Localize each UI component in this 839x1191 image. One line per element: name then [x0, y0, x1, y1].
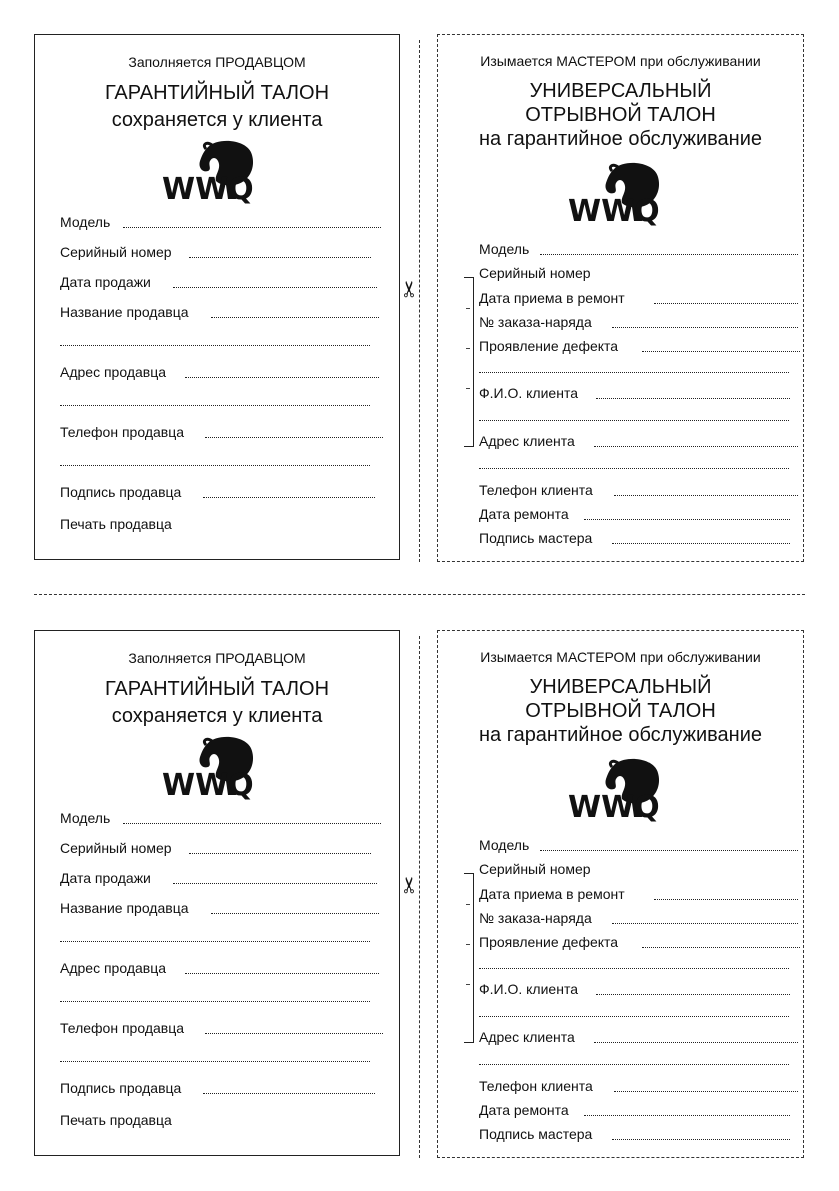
master-card-title-2: ОТРЫВНОЙ ТАЛОН [525, 104, 716, 126]
master-field-repair-done-label: Дата ремонта [479, 1102, 569, 1118]
seller-card-subtitle: сохраняется у клиента [111, 109, 323, 131]
master-field-order-label: № заказа-наряда [479, 314, 592, 330]
master-field-client-address-label: Адрес клиента [479, 433, 575, 449]
field-serial-line[interactable] [189, 257, 371, 258]
master-field-client-phone-label: Телефон клиента [479, 482, 593, 498]
master-field-defect-line-2[interactable] [479, 968, 789, 969]
master-field-client-name-label: Ф.И.О. клиента [479, 385, 578, 401]
elephant-logo-icon [162, 735, 258, 801]
field-sale-date-label: Дата продажи [60, 274, 151, 290]
scissors-icon: ✂ [397, 875, 423, 895]
master-field-client-phone-label: Телефон клиента [479, 1078, 593, 1094]
horizontal-cut-line [34, 594, 805, 595]
field-seller-name-label: Название продавца [60, 304, 189, 320]
field-seller-signature-line[interactable] [203, 1093, 375, 1094]
field-sale-date-label: Дата продажи [60, 870, 151, 886]
scissors-icon: ✂ [397, 279, 423, 299]
master-field-serial-label: Серийный номер [479, 861, 591, 877]
field-seller-name-label: Название продавца [60, 900, 189, 916]
master-field-signature-line[interactable] [612, 1139, 790, 1140]
seller-card-header: Заполняется ПРОДАВЦОМ [128, 650, 306, 666]
master-field-client-address-line-2[interactable] [479, 468, 789, 469]
master-field-order-line[interactable] [612, 923, 798, 924]
field-sale-date-line[interactable] [173, 287, 377, 288]
elephant-logo-icon [568, 757, 664, 823]
master-field-model-line[interactable] [540, 850, 798, 851]
master-field-client-name-line-2[interactable] [479, 420, 789, 421]
field-seller-signature-label: Подпись продавца [60, 1080, 182, 1096]
master-field-client-address-line[interactable] [594, 446, 798, 447]
master-field-client-phone-line[interactable] [614, 1091, 798, 1092]
field-serial-label: Серийный номер [60, 244, 172, 260]
stamp-strip [464, 873, 474, 1043]
master-field-model-label: Модель [479, 241, 530, 257]
field-seller-signature-label: Подпись продавца [60, 484, 182, 500]
master-field-model-label: Модель [479, 837, 530, 853]
field-model-label: Модель [60, 214, 111, 230]
master-field-client-name-line[interactable] [596, 398, 790, 399]
master-field-client-address-line[interactable] [594, 1042, 798, 1043]
vertical-cut-line [419, 636, 420, 1158]
warranty-block-2 [0, 596, 839, 1156]
seller-card-title: ГАРАНТИЙНЫЙ ТАЛОН [104, 678, 330, 700]
field-seller-name-line[interactable] [211, 913, 379, 914]
master-field-client-name-line-2[interactable] [479, 1016, 789, 1017]
seller-card-title: ГАРАНТИЙНЫЙ ТАЛОН [104, 82, 330, 104]
master-field-serial-label: Серийный номер [479, 265, 591, 281]
master-field-defect-line[interactable] [642, 351, 800, 352]
field-seller-stamp-label: Печать продавца [60, 516, 172, 532]
master-field-signature-label: Подпись мастера [479, 1126, 593, 1142]
master-field-repair-date-label: Дата приема в ремонт [479, 886, 625, 902]
seller-logo-text: WWQ [162, 172, 254, 205]
field-seller-address-line[interactable] [185, 377, 379, 378]
field-seller-stamp-label: Печать продавца [60, 1112, 172, 1128]
stamp-strip [464, 277, 474, 447]
field-seller-signature-line[interactable] [203, 497, 375, 498]
master-card-title-3: на гарантийное обслуживание [478, 128, 762, 150]
master-field-defect-label: Проявление дефекта [479, 338, 619, 354]
field-seller-name-line[interactable] [211, 317, 379, 318]
master-field-defect-line[interactable] [642, 947, 800, 948]
master-card-title-3: на гарантийное обслуживание [478, 724, 762, 746]
master-field-repair-date-line[interactable] [654, 303, 798, 304]
master-card-title-1: УНИВЕРСАЛЬНЫЙ [529, 676, 712, 698]
master-field-repair-done-line[interactable] [584, 519, 790, 520]
field-seller-address-line-2[interactable] [60, 1001, 370, 1002]
field-seller-name-line-2[interactable] [60, 941, 370, 942]
master-field-client-address-label: Адрес клиента [479, 1029, 575, 1045]
seller-warranty-card [34, 630, 400, 1156]
master-field-order-line[interactable] [612, 327, 798, 328]
master-logo-text: WWQ [568, 790, 660, 823]
field-seller-name-line-2[interactable] [60, 345, 370, 346]
field-serial-label: Серийный номер [60, 840, 172, 856]
master-field-repair-done-line[interactable] [584, 1115, 790, 1116]
master-field-repair-date-line[interactable] [654, 899, 798, 900]
field-model-line[interactable] [123, 823, 381, 824]
master-card-title-2: ОТРЫВНОЙ ТАЛОН [525, 700, 716, 722]
master-logo-text: WWQ [568, 194, 660, 227]
seller-card-subtitle: сохраняется у клиента [111, 705, 323, 727]
elephant-logo-icon [568, 161, 664, 227]
field-seller-phone-line[interactable] [205, 1033, 383, 1034]
master-field-order-label: № заказа-наряда [479, 910, 592, 926]
field-seller-address-line[interactable] [185, 973, 379, 974]
master-card-header: Изымается МАСТЕРОМ при обслуживании [480, 649, 761, 665]
master-field-defect-line-2[interactable] [479, 372, 789, 373]
field-seller-phone-line[interactable] [205, 437, 383, 438]
field-seller-phone-label: Телефон продавца [60, 424, 185, 440]
field-sale-date-line[interactable] [173, 883, 377, 884]
seller-warranty-card [34, 34, 400, 560]
master-field-client-name-line[interactable] [596, 994, 790, 995]
master-field-signature-line[interactable] [612, 543, 790, 544]
elephant-logo-icon [162, 139, 258, 205]
master-field-repair-done-label: Дата ремонта [479, 506, 569, 522]
field-model-line[interactable] [123, 227, 381, 228]
master-field-model-line[interactable] [540, 254, 798, 255]
warranty-block-1 [0, 0, 839, 560]
master-card-title-1: УНИВЕРСАЛЬНЫЙ [529, 80, 712, 102]
master-field-client-name-label: Ф.И.О. клиента [479, 981, 578, 997]
field-serial-line[interactable] [189, 853, 371, 854]
field-seller-address-line-2[interactable] [60, 405, 370, 406]
master-field-signature-label: Подпись мастера [479, 530, 593, 546]
field-model-label: Модель [60, 810, 111, 826]
seller-logo-text: WWQ [162, 768, 254, 801]
vertical-cut-line [419, 40, 420, 562]
master-field-repair-date-label: Дата приема в ремонт [479, 290, 625, 306]
master-field-client-address-line-2[interactable] [479, 1064, 789, 1065]
seller-card-header: Заполняется ПРОДАВЦОМ [128, 54, 306, 70]
field-seller-phone-line-2[interactable] [60, 1061, 370, 1062]
master-field-client-phone-line[interactable] [614, 495, 798, 496]
field-seller-phone-line-2[interactable] [60, 465, 370, 466]
field-seller-address-label: Адрес продавца [60, 364, 167, 380]
master-card-header: Изымается МАСТЕРОМ при обслуживании [480, 53, 761, 69]
field-seller-address-label: Адрес продавца [60, 960, 167, 976]
field-seller-phone-label: Телефон продавца [60, 1020, 185, 1036]
master-field-defect-label: Проявление дефекта [479, 934, 619, 950]
